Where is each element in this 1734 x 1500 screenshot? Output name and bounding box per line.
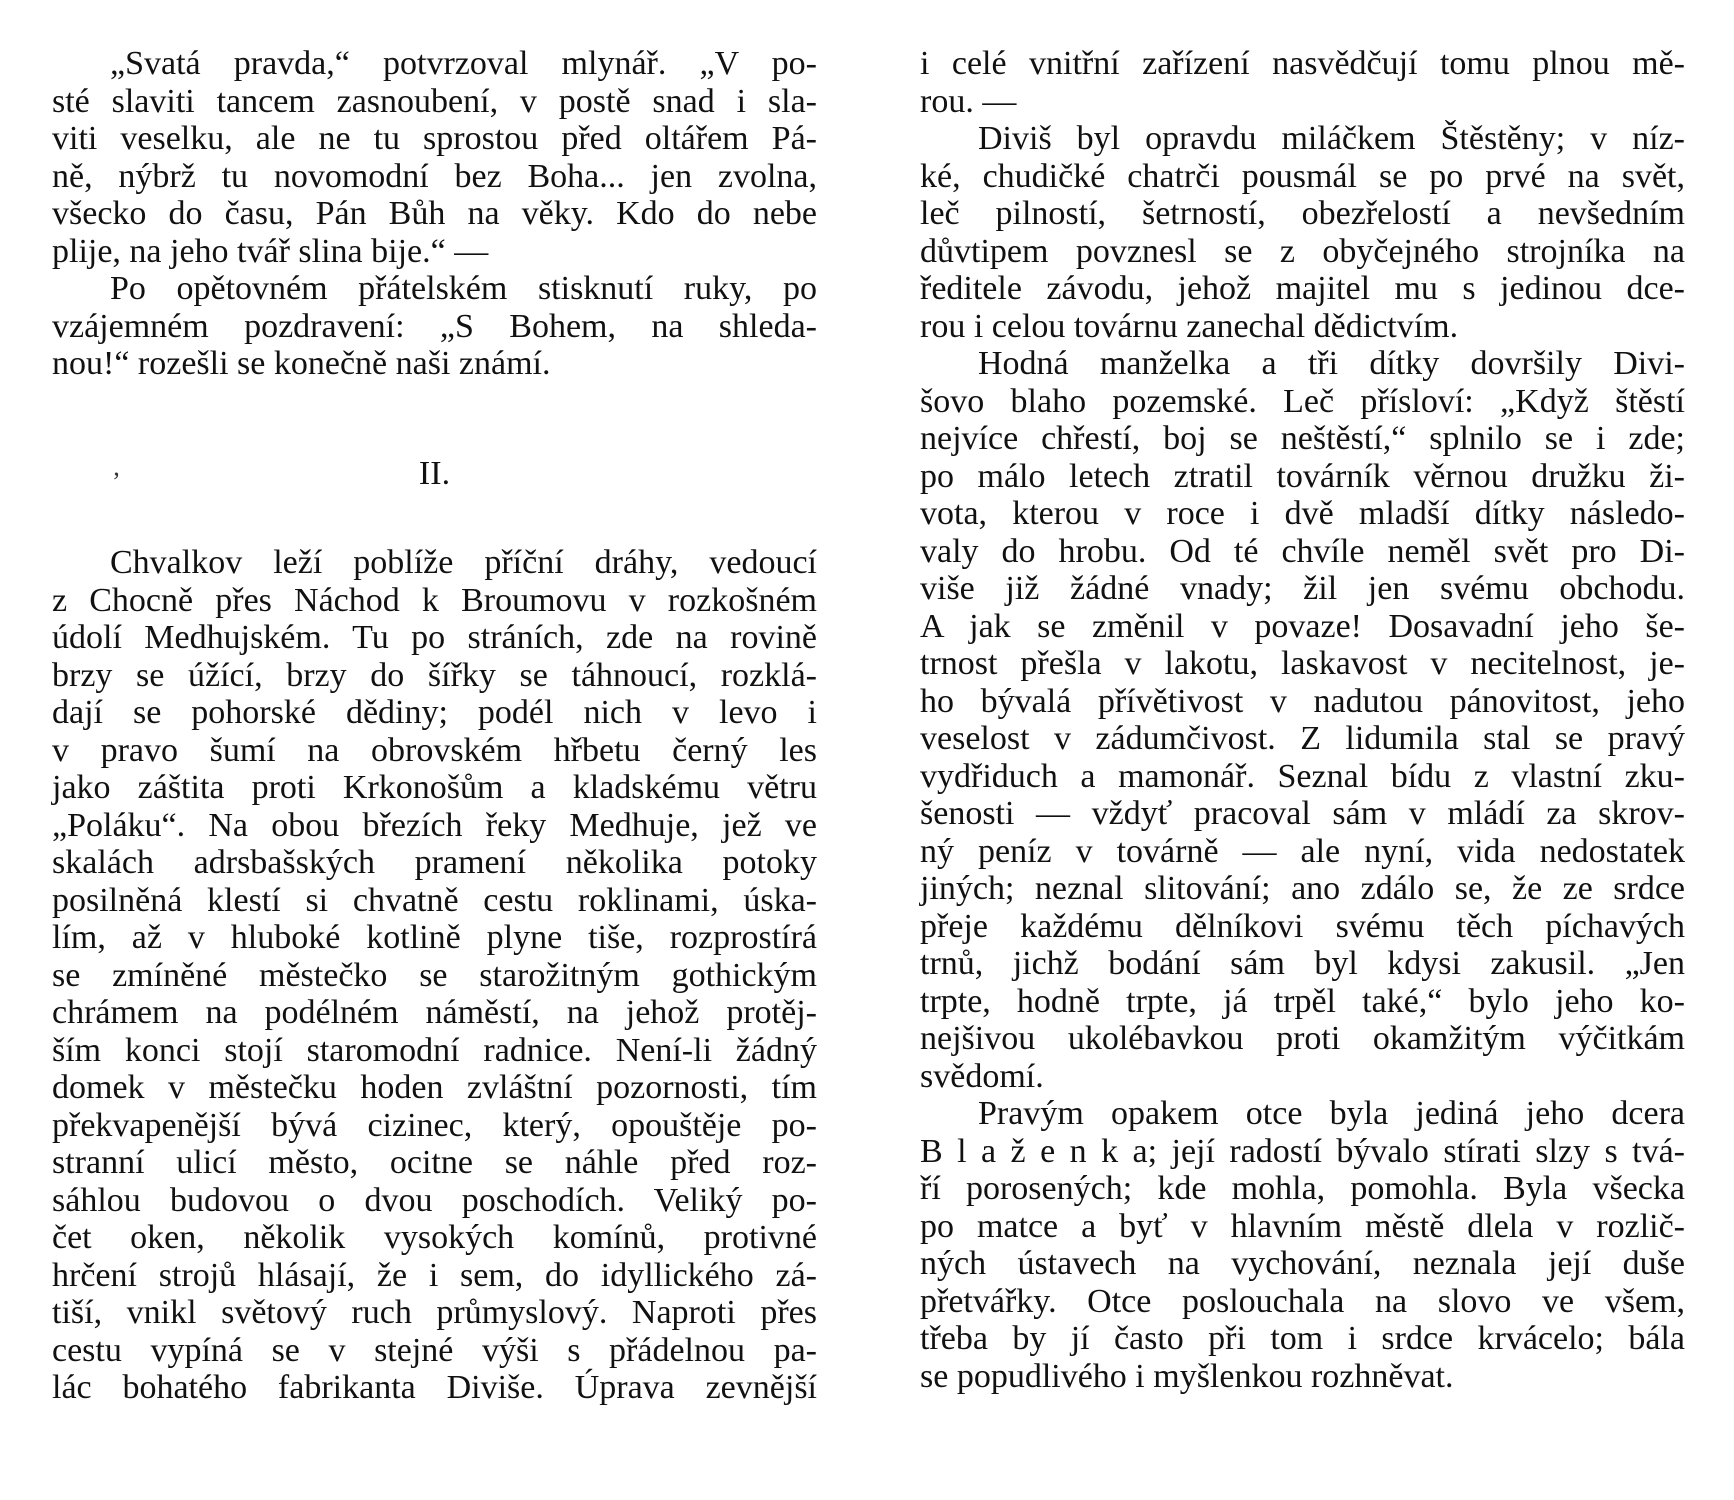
text-line: Po opětovném přátelském stisknutí ruky, po [110, 270, 817, 307]
text-line: sáhlou budovou o dvou poschodích. Veliký po- [52, 1181, 817, 1219]
text-line: B l a ž e n k a; její radostí bývalo stírati slzy s tvá- [920, 1132, 1685, 1170]
text-line: ředitele závodu, jehož majitel mu s jedinou dce- [920, 270, 1685, 307]
text-line: plije, na jeho tvář slina bije.“ — [52, 232, 489, 270]
text-line: po matce a byť v hlavním městě dlela v rozlič- [920, 1207, 1685, 1245]
text-line: svědomí. [920, 1057, 1044, 1095]
text-line: domek v městečku hoden zvláštní pozornosti, tím [52, 1069, 817, 1106]
text-line: veselost v zádumčivost. Z lidumila stal se pravý [920, 720, 1685, 757]
text-line: ný peníz v továrně — ale nyní, vida nedostatek [920, 832, 1685, 870]
chapter-heading [52, 454, 817, 496]
chapter-heading-text: II. [418, 454, 451, 492]
text-line: posilněná klestí si chvatně cestu roklinami, úska- [52, 881, 817, 919]
text-line: ké, chudičké chatrči pousmál se po prvé na svět, [920, 157, 1685, 195]
text-line: Pravým opakem otce byla jediná jeho dcera [978, 1095, 1685, 1132]
text-line: třeba by jí často při tom i srdce krvácelo; bála [920, 1320, 1685, 1357]
text-line: trnů, jichž bodání sám byl kdysi zakusil. „Jen [920, 945, 1685, 982]
text-line: A jak se změnil v povaze! Dosavadní jeho še- [920, 607, 1685, 645]
text-line: skalách adrsbašských pramení několika potoky [52, 844, 817, 881]
text-line: Hodná manželka a tři dítky dovršily Divi- [978, 345, 1685, 382]
text-line: jako záštita proti Krkonošům a kladskému větru [52, 769, 817, 806]
text-line: ně, nýbrž tu novomodní bez Boha... jen zvolna, [52, 157, 817, 195]
right-page [920, 45, 1685, 1395]
text-line: se zmíněné městečko se starožitným gothickým [52, 956, 817, 994]
right-paragraph-3 [920, 345, 1685, 1095]
text-line: „Svatá pravda,“ potvrzoval mlynář. „V po- [110, 45, 817, 82]
text-line: všecko do času, Pán Bůh na věky. Kdo do nebe [52, 195, 817, 232]
text-line: trnost přešla v lakotu, laskavost v necitelnost, je- [920, 645, 1685, 682]
text-line: jiných; neznal slitování; ano zdálo se, že ze srdce [920, 870, 1685, 907]
text-line: i celé vnitřní zařízení nasvědčují tomu plnou mě- [920, 45, 1685, 82]
text-line: trpte, hodně trpte, já trpěl také,“ bylo jeho ko- [920, 982, 1685, 1020]
text-line: nou!“ rozešli se konečně naši známí. [52, 345, 551, 382]
text-line: ří porosených; kde mohla, pomohla. Byla všecka [920, 1170, 1685, 1207]
text-line: sté slaviti tancem zasnoubení, v postě snad i sla- [52, 82, 817, 120]
text-line: v pravo šumí na obrovském hřbetu černý les [52, 731, 817, 769]
text-line: cestu vypíná se v stejné výši s přádelnou pa- [52, 1331, 817, 1369]
right-paragraph-2 [920, 120, 1685, 345]
text-line: Diviš byl opravdu miláčkem Štěstěny; v níz- [978, 120, 1685, 157]
text-line: vydřiduch a mamonář. Seznal bídu z vlastní zku- [920, 757, 1685, 795]
text-line: Chvalkov leží poblíže příční dráhy, vedoucí [110, 544, 817, 581]
text-line: lím, až v hluboké kotlině plyne tiše, rozprostírá [52, 919, 817, 956]
left-page [52, 45, 817, 1407]
text-line: stranní ulicí město, ocitne se náhle před roz- [52, 1144, 817, 1181]
text-line: vota, kterou v roce i dvě mladší dítky následo- [920, 495, 1685, 532]
text-line: čet oken, několik vysokých komínů, protivné [52, 1219, 817, 1256]
text-line: překvapenější bývá cizinec, který, opouštěje po- [52, 1106, 817, 1144]
text-line: rou. — [920, 82, 1017, 120]
text-line: důvtipem povznesl se z obyčejného strojníka na [920, 232, 1685, 270]
text-line: po málo letech ztratil továrník věrnou družku ži- [920, 457, 1685, 495]
stray-mark: ʼ [112, 466, 121, 496]
text-line: rou i celou továrnu zanechal dědictvím. [920, 307, 1459, 345]
text-line: više již žádné vnady; žil jen svému obchodu. [920, 570, 1685, 607]
text-line: šovo blaho pozemské. Leč přísloví: „Když štěstí [920, 382, 1685, 420]
text-line: ho bývalá přívětivost v nadutou pánovitost, jeho [920, 682, 1685, 720]
text-line: nejvíce chřestí, boj se neštěstí,“ splnilo se i zde; [920, 420, 1685, 457]
text-line: z Chocně přes Náchod k Broumovu v rozkošném [52, 581, 817, 619]
text-line: lác bohatého fabrikanta Diviše. Úprava zevnější [52, 1369, 817, 1406]
text-line: přeje každému dělníkovi svému těch píchavých [920, 907, 1685, 945]
text-line: viti veselku, ale ne tu sprostou před oltářem Pá- [52, 120, 817, 157]
text-line: dají se pohorské dědiny; podél nich v levo i [52, 694, 817, 731]
text-line: ším konci stojí staromodní radnice. Není-li žádný [52, 1031, 817, 1069]
text-line: brzy se úžící, brzy do šířky se táhnoucí, rozklá- [52, 656, 817, 694]
text-line: vzájemném pozdravení: „S Bohem, na shleda- [52, 307, 817, 345]
text-line: ných ústavech na vychování, neznala její duše [920, 1245, 1685, 1282]
text-line: nejšivou ukolébavkou proti okamžitým výčitkám [920, 1020, 1685, 1057]
right-paragraph-4 [920, 1095, 1685, 1395]
text-line: šenosti — vždyť pracoval sám v mládí za skrov- [920, 795, 1685, 832]
left-paragraph-1 [52, 45, 817, 270]
left-paragraph-2 [52, 270, 817, 383]
right-paragraph-1 [920, 45, 1685, 120]
text-line: údolí Medhujském. Tu po stráních, zde na rovině [52, 619, 817, 656]
text-line: se popudlivého i myšlenkou rozhněvat. [920, 1357, 1454, 1395]
text-line: chrámem na podélném náměstí, na jehož protěj- [52, 994, 817, 1031]
text-line: hrčení strojů hlásají, že i sem, do idyllického zá- [52, 1256, 817, 1294]
text-line: přetvářky. Otce poslouchala na slovo ve všem, [920, 1282, 1685, 1320]
text-line: valy do hrobu. Od té chvíle neměl svět pro Di- [920, 532, 1685, 570]
text-line: tiší, vnikl světový ruch průmyslový. Naproti přes [52, 1294, 817, 1331]
left-paragraph-3 [52, 544, 817, 1407]
text-line: leč pilností, šetrností, obezřelostí a nevšedním [920, 195, 1685, 232]
text-line: „Poláku“. Na obou březích řeky Medhuje, jež ve [52, 806, 817, 844]
